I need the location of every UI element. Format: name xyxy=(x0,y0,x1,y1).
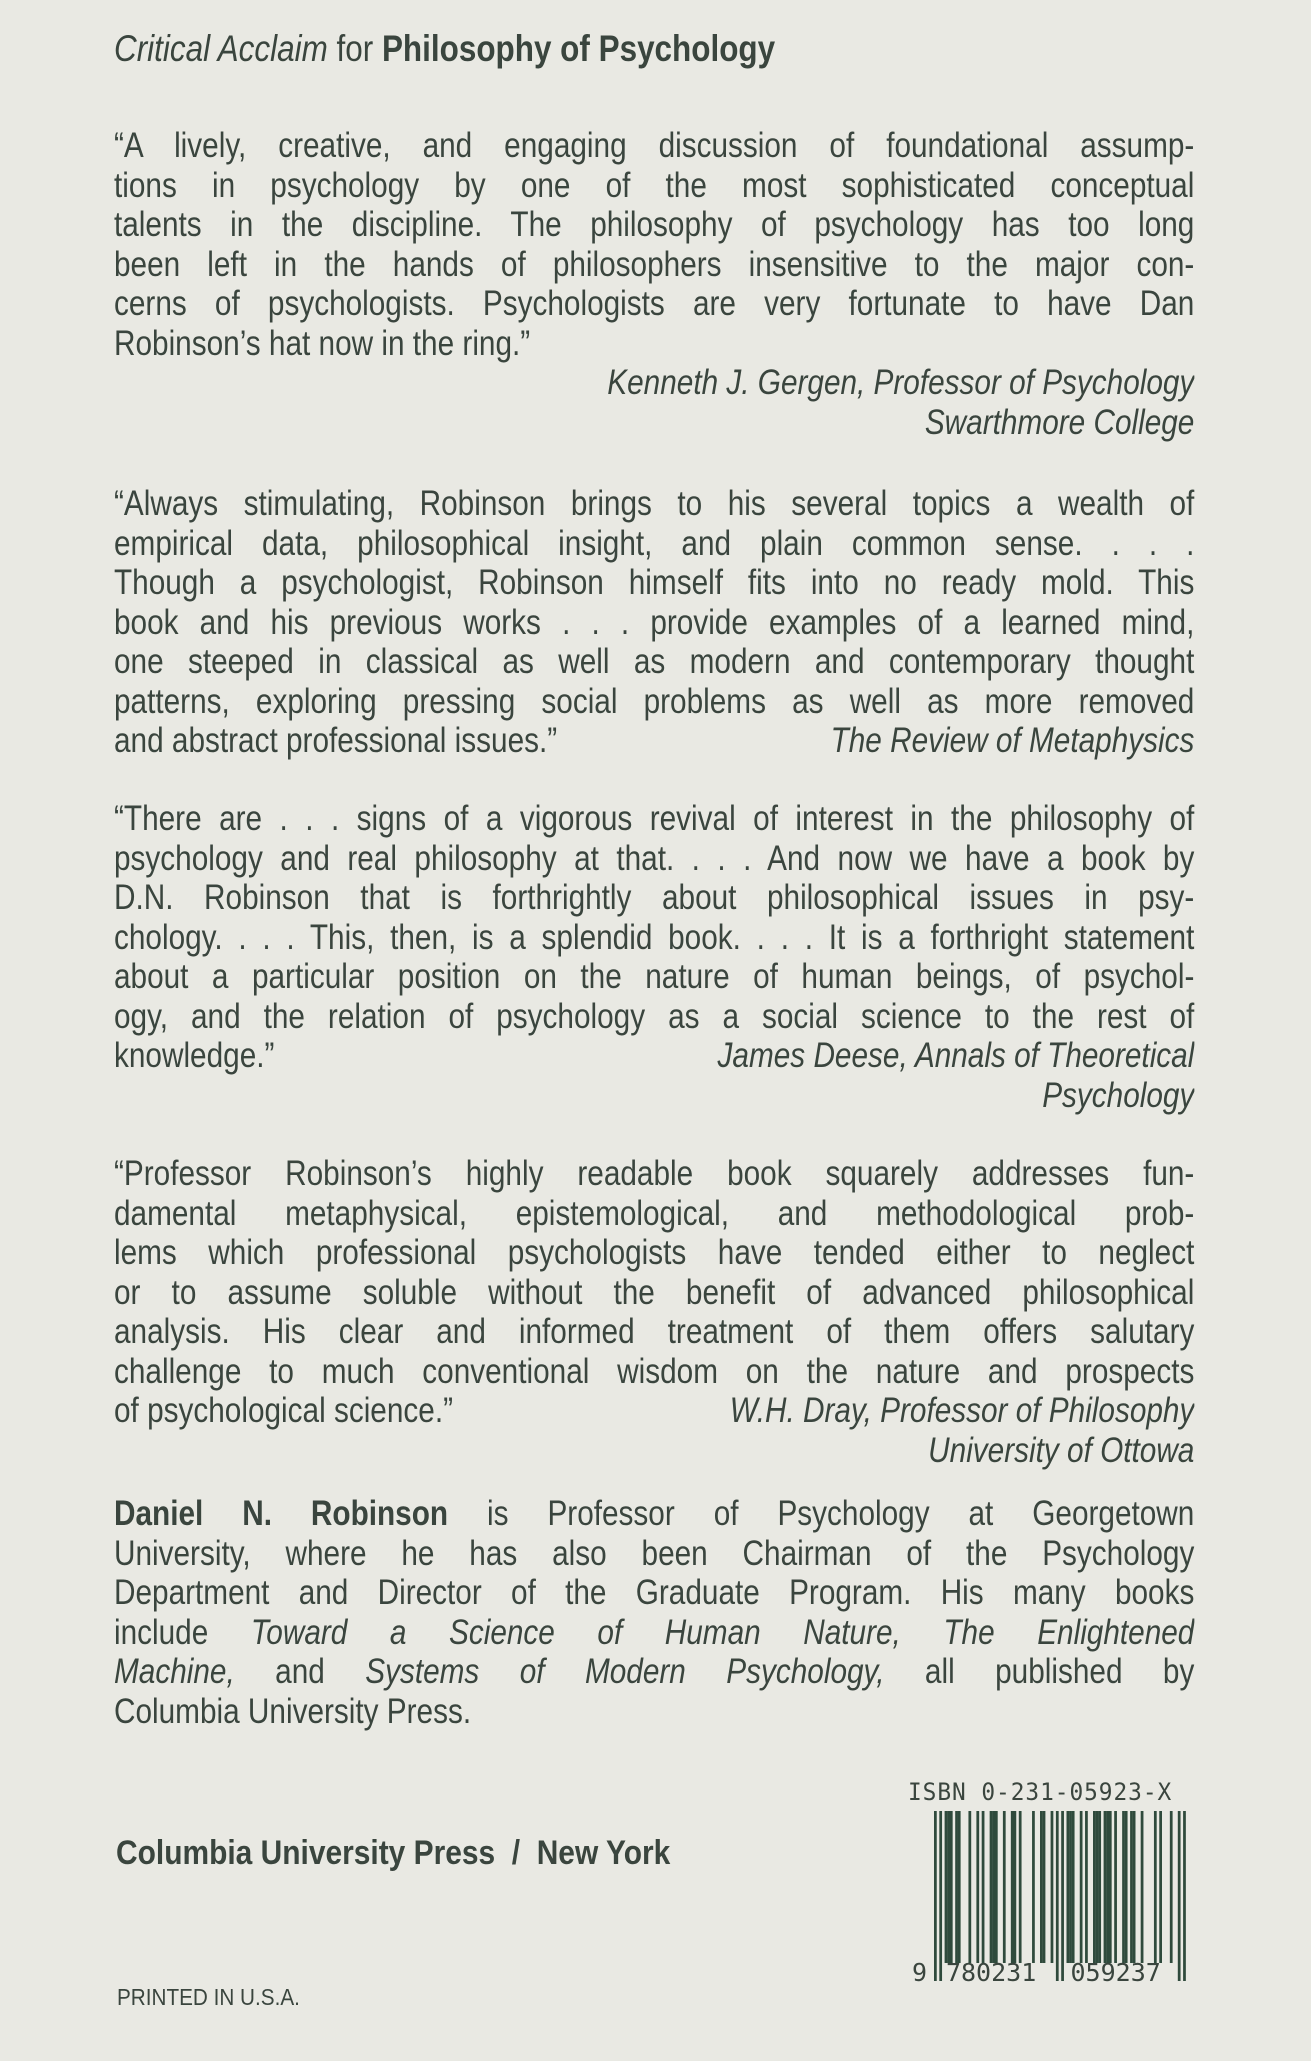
barcode-bar xyxy=(1098,1811,1101,1963)
barcode-bar xyxy=(1067,1811,1070,1963)
barcode-bar xyxy=(1051,1811,1054,1963)
quote-line: been left in the hands of philosophers insensitive to the major con- xyxy=(114,244,1195,284)
barcode-bar xyxy=(1019,1811,1022,1963)
quote-attribution: Swarthmore College xyxy=(924,402,1195,442)
barcode-bar xyxy=(995,1811,998,1963)
quote-line: lems which professional psychologists have tended either to neglect xyxy=(114,1233,1195,1272)
barcode-bar xyxy=(1061,1811,1064,1981)
barcode-bar xyxy=(1080,1811,1083,1963)
quote-text: and abstract professional issues.” xyxy=(114,721,558,760)
bio-line xyxy=(114,1534,1194,1574)
bio-line xyxy=(114,1652,1194,1692)
bio-line xyxy=(114,1494,1194,1534)
barcode-bar xyxy=(976,1811,979,1963)
barcode xyxy=(900,1805,1200,1985)
quote-line xyxy=(114,1391,1194,1431)
quote-line: about a particular position on the nature of human beings, of psychol- xyxy=(114,957,1195,996)
quote-line xyxy=(114,721,1194,761)
barcode-bar xyxy=(950,1811,953,1963)
barcode-bar xyxy=(1114,1811,1117,1963)
quote-text: of psychological science.” xyxy=(114,1391,453,1430)
barcode-bar xyxy=(1141,1811,1144,1963)
cover-title xyxy=(114,27,1194,71)
barcode-bar xyxy=(947,1811,950,1963)
quote-line: “Professor Robinson’s highly readable book squarely addresses fun- xyxy=(114,1154,1195,1193)
review-quote-dray xyxy=(114,1154,1194,1470)
barcode-bar xyxy=(1154,1811,1157,1963)
quote-line: talents in the discipline. The philosophy of psychology has too long xyxy=(114,205,1195,244)
quote-attribution: Psychology xyxy=(1042,1075,1195,1115)
quote-line: tions in psychology by one of the most sophisticated conceptual xyxy=(114,165,1195,205)
barcode-bar xyxy=(1085,1811,1088,1963)
quote-attribution: University of Ottowa xyxy=(928,1430,1195,1470)
barcode-digits: 780231 xyxy=(945,1958,1037,1985)
quote-line: analysis. His clear and informed treatment of them offers salutary xyxy=(114,1312,1195,1351)
barcode-bar xyxy=(1096,1811,1099,1963)
barcode-bar xyxy=(1109,1811,1112,1963)
author-bio xyxy=(114,1494,1194,1731)
review-quote-deese xyxy=(114,799,1194,1115)
barcode-bar xyxy=(990,1811,993,1963)
title-prefix: Critical Acclaim xyxy=(114,28,328,69)
barcode-bar xyxy=(1122,1811,1125,1963)
barcode-bar xyxy=(1159,1811,1162,1963)
bio-text: Machine, xyxy=(114,1652,235,1691)
quote-line: cerns of psychologists. Psychologists are very fortunate to have Dan xyxy=(114,284,1195,323)
barcode-bar xyxy=(1003,1811,1006,1963)
quote-line: Robinson’s hat now in the ring.” xyxy=(114,323,531,363)
quote-line: empirical data, philosophical insight, and plain common sense. . . . xyxy=(114,523,1195,563)
quote-line: Though a psychologist, Robinson himself fits into no ready mold. This xyxy=(114,563,1195,602)
barcode-bar xyxy=(992,1811,995,1963)
bio-text: is Professor of Psychology at Georgetown xyxy=(448,1494,1195,1533)
quote-line xyxy=(114,1036,1194,1076)
title-for: for xyxy=(327,28,382,69)
publisher-imprint: Columbia University Press / New York xyxy=(116,1834,671,1872)
barcode-bar xyxy=(1011,1811,1014,1963)
barcode-bar xyxy=(1125,1811,1128,1963)
quote-line: or to assume soluble without the benefit of advanced philosophical xyxy=(114,1272,1195,1312)
barcode-bar xyxy=(1040,1811,1043,1963)
barcode-digits: 059237 xyxy=(1070,1958,1161,1985)
quote-line: “There are . . . signs of a vigorous revival of interest in the philosophy of xyxy=(114,799,1195,838)
barcode-bar xyxy=(1130,1811,1133,1963)
bio-text: Columbia University Press. xyxy=(114,1691,472,1731)
barcode-bar xyxy=(955,1811,958,1963)
bio-text: University, where he has also been Chairman of the Psychology xyxy=(114,1533,1195,1573)
quote-attribution: W.H. Dray, Professor of Philosophy xyxy=(729,1391,1195,1430)
book-title: Philosophy of Psychology xyxy=(381,28,776,69)
isbn-label: ISBN 0-231-05923-X xyxy=(908,1778,1173,1806)
barcode-bar xyxy=(968,1811,971,1963)
barcode-bar xyxy=(1170,1811,1173,1963)
bio-text: Department and Director of the Graduate Program. His many books xyxy=(114,1573,1195,1612)
quote-line: D.N. Robinson that is forthrightly about philosophical issues in psy- xyxy=(114,878,1195,917)
barcode-bar xyxy=(1043,1811,1046,1963)
quote-line: patterns, exploring pressing social problems as well as more removed xyxy=(114,681,1195,721)
author-name: Daniel N. Robinson xyxy=(114,1494,449,1533)
barcode-bar xyxy=(1093,1811,1096,1963)
barcode-bar xyxy=(1133,1811,1136,1963)
bio-text: all published by xyxy=(884,1652,1195,1691)
quote-line: “Always stimulating, Robinson brings to his several topics a wealth of xyxy=(114,484,1195,523)
quote-attribution: The Review of Metaphysics xyxy=(830,721,1195,760)
bio-line xyxy=(114,1692,1194,1732)
quote-attribution: James Deese, Annals of Theoretical xyxy=(717,1036,1195,1075)
bio-line xyxy=(114,1613,1194,1653)
barcode-bar xyxy=(958,1811,961,1963)
quote-line: ogy, and the relation of psychology as a social science to the rest of xyxy=(114,996,1195,1036)
bio-line xyxy=(114,1573,1194,1613)
review-quote-metaphysics xyxy=(114,484,1194,761)
barcode-bar xyxy=(1072,1811,1075,1963)
quote-attribution: Kenneth J. Gergen, Professor of Psychology xyxy=(607,363,1195,402)
barcode-bar xyxy=(1069,1811,1072,1963)
quote-line: book and his previous works . . . provide examples of a learned mind, xyxy=(114,602,1195,642)
barcode-bar xyxy=(945,1811,948,1963)
bio-text: include xyxy=(114,1612,251,1652)
barcode-bar xyxy=(1178,1811,1181,1981)
review-quote-gergen xyxy=(114,126,1194,442)
quote-text: knowledge.” xyxy=(114,1036,275,1075)
quote-line: challenge to much conventional wisdom on the nature and prospects xyxy=(114,1351,1195,1391)
barcode-bar xyxy=(1032,1811,1035,1963)
printed-in-label: PRINTED IN U.S.A. xyxy=(117,1984,300,2010)
barcode-bar xyxy=(1104,1811,1107,1963)
barcode-bar xyxy=(934,1811,937,1981)
quote-line: one steeped in classical as well as modern and contemporary thought xyxy=(114,642,1195,681)
barcode-bar xyxy=(982,1811,985,1963)
barcode-bar xyxy=(939,1811,942,1981)
quote-line: damental metaphysical, epistemological, and methodological prob- xyxy=(114,1193,1195,1233)
bio-text: Systems of Modern Psychology, xyxy=(365,1652,885,1691)
barcode-bar xyxy=(1183,1811,1186,1981)
barcode-bar xyxy=(1014,1811,1017,1963)
quote-line: chology. . . . This, then, is a splendid book. . . . It is a forthright statement xyxy=(114,917,1195,957)
bio-text: Toward a Science of Human Nature, The Enlightened xyxy=(250,1612,1195,1652)
quote-line: “A lively, creative, and engaging discussion of foundational assump- xyxy=(114,126,1195,165)
barcode-bar xyxy=(1106,1811,1109,1963)
barcode-digits: 9 xyxy=(912,1958,928,1985)
bio-text: and xyxy=(234,1652,366,1691)
quote-line: psychology and real philosophy at that. . . . And now we have a book by xyxy=(114,838,1195,878)
barcode-bar xyxy=(1056,1811,1059,1981)
